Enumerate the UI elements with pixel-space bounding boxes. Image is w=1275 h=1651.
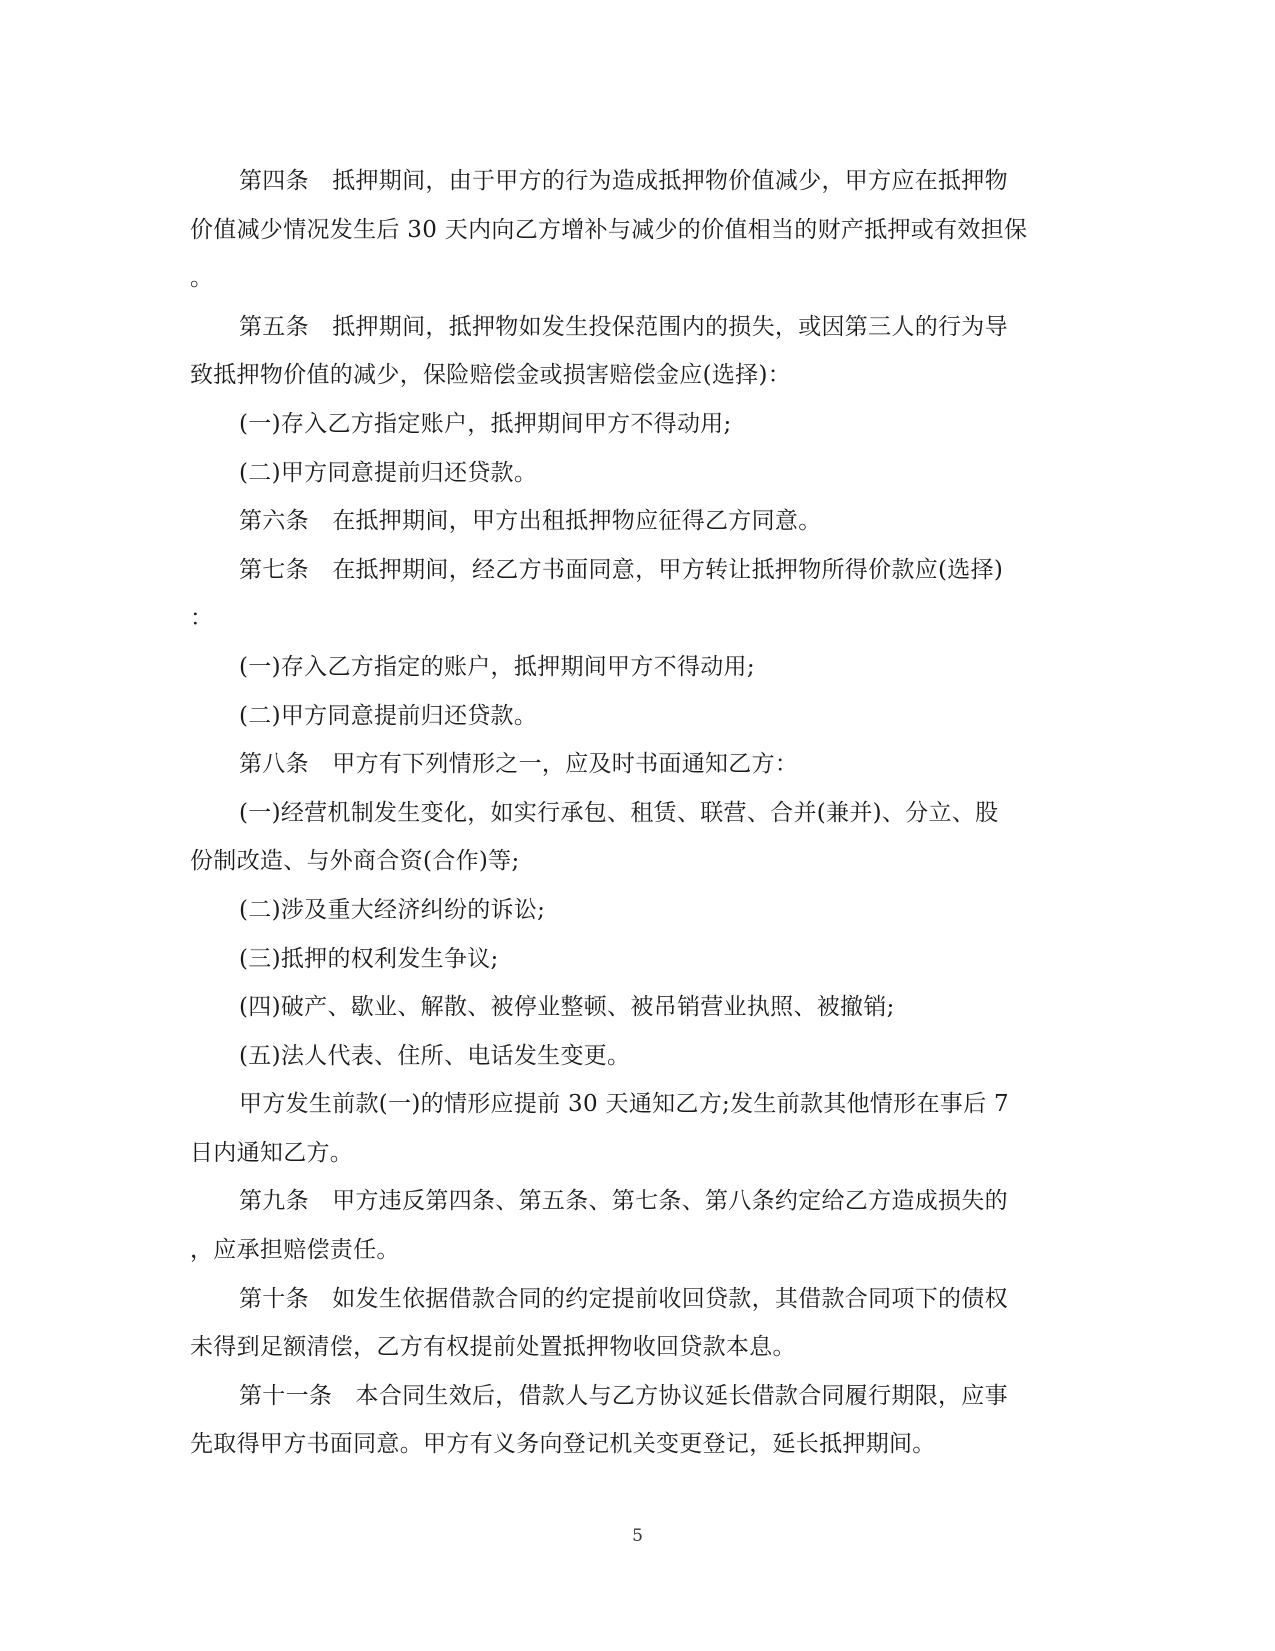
text-line: 致抵押物价值的减少，保险赔偿金或损害赔偿金应(选择)： <box>190 362 792 389</box>
text-line: 第十一条 本合同生效后，借款人与乙方协议延长借款合同履行期限，应事 <box>239 1382 1008 1409</box>
text-line: ，应承担赔偿责任。 <box>190 1237 400 1264</box>
text-line: 第五条 抵押期间，抵押物如发生投保范围内的损失，或因第三人的行为导 <box>239 313 1008 340</box>
text-line: 先取得甲方书面同意。甲方有义务向登记机关变更登记，延长抵押期间。 <box>190 1431 936 1458</box>
text-line: 第四条 抵押期间，由于甲方的行为造成抵押物价值减少，甲方应在抵押物 <box>239 168 1008 194</box>
text-line: (一)存入乙方指定的账户，抵押期间甲方不得动用; <box>239 653 755 680</box>
text-line: (一)经营机制发生变化，如实行承包、租赁、联营、合并(兼并)、分立、股 <box>239 799 999 826</box>
text-line: 。 <box>190 265 214 292</box>
text-line: 第八条 甲方有下列情形之一，应及时书面通知乙方： <box>239 751 799 778</box>
text-line: 甲方发生前款(一)的情形应提前 30 天通知乙方;发生前款其他情形在事后 7 <box>239 1091 1009 1118</box>
text-line: (一)存入乙方指定账户，抵押期间甲方不得动用; <box>239 410 732 437</box>
text-line: (二)涉及重大经济纠纷的诉讼; <box>239 896 546 923</box>
text-line: 价值减少情况发生后 30 天内向乙方增补与减少的价值相当的财产抵押或有效担保 <box>190 216 1028 243</box>
text-line: (二)甲方同意提前归还贷款。 <box>239 459 538 486</box>
text-line: 日内通知乙方。 <box>190 1139 354 1166</box>
text-line: (五)法人代表、住所、电话发生变更。 <box>239 1042 631 1069</box>
text-line: 第六条 在抵押期间，甲方出租抵押物应征得乙方同意。 <box>239 508 822 535</box>
document-body <box>190 157 1070 1469</box>
text-line: (四)破产、歇业、解散、被停业整顿、被吊销营业执照、被撤销; <box>239 994 895 1021</box>
text-line: (二)甲方同意提前归还贷款。 <box>239 702 538 729</box>
text-line: 第十条 如发生依据借款合同的约定提前收回贷款，其借款合同项下的债权 <box>239 1285 1008 1312</box>
text-line: (三)抵押的权利发生争议; <box>239 945 499 972</box>
text-line: ： <box>190 605 214 632</box>
text-line: 第九条 甲方违反第四条、第五条、第七条、第八条约定给乙方造成损失的 <box>239 1188 1008 1215</box>
page-number: 5 <box>632 1526 643 1546</box>
text-line: 未得到足额清偿，乙方有权提前处置抵押物收回贷款本息。 <box>190 1334 796 1361</box>
text-line: 第七条 在抵押期间，经乙方书面同意，甲方转让抵押物所得价款应(选择) <box>239 556 1004 583</box>
text-line: 份制改造、与外商合资(合作)等; <box>190 848 520 875</box>
